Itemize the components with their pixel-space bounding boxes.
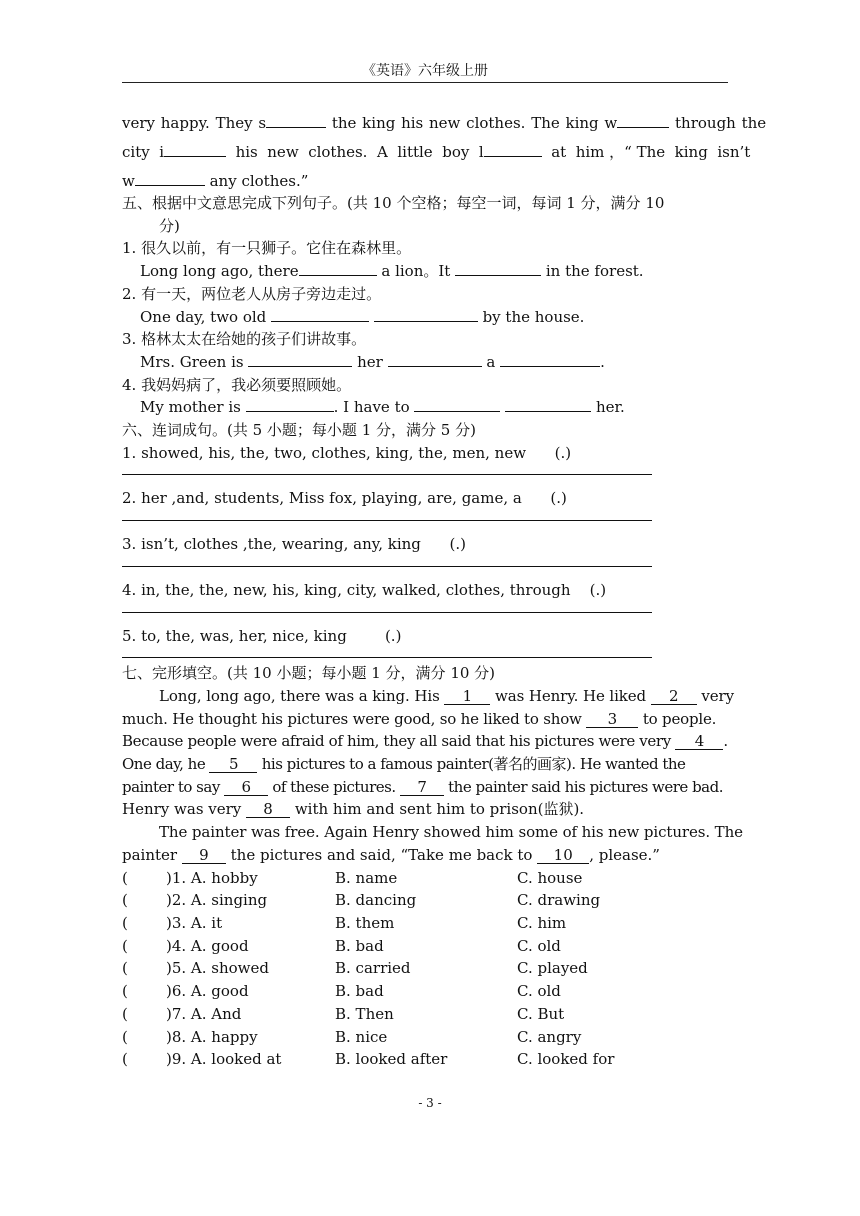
answer-line[interactable]	[122, 556, 652, 567]
option-c[interactable]: C. drawing	[517, 891, 601, 910]
cloze-blank[interactable]: 2	[651, 688, 697, 705]
cloze-blank[interactable]: 7	[400, 779, 444, 796]
option-b[interactable]: B. bad	[335, 982, 384, 1001]
question-words: 1. showed, his, the, two, clothes, king, the, men, new (.)	[122, 443, 572, 462]
section-title: 七、完形填空。(共 10 小题；每小题 1 分，满分 10 分)	[122, 664, 496, 683]
options-list	[122, 867, 728, 1071]
answer-line[interactable]	[122, 647, 652, 658]
option-a[interactable]: ( )7. A. And	[122, 1004, 242, 1023]
option-a[interactable]: ( )4. A. good	[122, 936, 249, 955]
blank[interactable]	[500, 352, 600, 367]
blank[interactable]	[388, 352, 482, 367]
section-6	[122, 419, 728, 658]
option-b[interactable]: B. nice	[335, 1027, 388, 1046]
blank[interactable]	[299, 261, 377, 276]
option-b[interactable]: B. bad	[335, 936, 384, 955]
blank[interactable]	[617, 113, 669, 128]
cloze-blank[interactable]: 6	[224, 779, 268, 796]
question-en: One day, two old by the house.	[140, 307, 585, 326]
option-row	[122, 957, 728, 980]
blank[interactable]	[271, 307, 369, 322]
page-number: - 3 -	[418, 1096, 442, 1110]
option-row	[122, 1026, 728, 1049]
cloze-blank[interactable]: 3	[586, 711, 638, 728]
section-title-cont: 分)	[159, 216, 180, 235]
option-row	[122, 935, 728, 958]
option-row	[122, 867, 728, 890]
option-b[interactable]: B. name	[335, 868, 398, 887]
section-5	[122, 192, 728, 419]
question-cn: 2. 有一天，两位老人从房子旁边走过。	[122, 284, 382, 303]
story-line: city i his new clothes. A little boy l at him ，“ The king isn’t	[122, 143, 751, 161]
question-words: 2. her ,and, students, Miss fox, playing, are, game, a (.)	[122, 489, 567, 508]
option-b[interactable]: B. them	[335, 913, 395, 932]
question-cn: 3. 格林太太在给她的孩子们讲故事。	[122, 330, 367, 349]
section-title: 五、根据中文意思完成下列句子。(共 10 个空格；每空一词，每词 1 分，满分 10	[122, 194, 665, 212]
blank[interactable]	[164, 142, 226, 157]
cloze-blank[interactable]: 10	[537, 847, 589, 864]
option-row	[122, 889, 728, 912]
cloze-line: Henry was very 8 with him and sent him to prison(监狱).	[122, 800, 585, 819]
option-b[interactable]: B. looked after	[335, 1050, 448, 1069]
option-b[interactable]: B. Then	[335, 1004, 394, 1023]
story-line: very happy. They s the king his new clothes. The king w through the	[122, 114, 767, 132]
cloze-passage	[122, 685, 743, 867]
blank[interactable]	[266, 113, 326, 128]
option-c[interactable]: C. old	[517, 982, 561, 1001]
cloze-blank[interactable]: 8	[246, 801, 290, 818]
cloze-line: much. He thought his pictures were good, so he liked to show 3 to people.	[122, 709, 717, 728]
answer-line[interactable]	[122, 464, 652, 475]
cloze-blank[interactable]: 1	[444, 688, 490, 705]
question-cn: 4. 我妈妈病了，我必须要照顾她。	[122, 375, 352, 394]
option-row	[122, 980, 728, 1003]
option-a[interactable]: ( )1. A. hobby	[122, 868, 258, 887]
blank[interactable]	[505, 397, 591, 412]
question-en: Mrs. Green is her a .	[140, 352, 605, 371]
question-en: My mother is . I have to her.	[140, 398, 625, 417]
blank[interactable]	[414, 397, 500, 412]
option-b[interactable]: B. carried	[335, 959, 411, 978]
option-c[interactable]: C. angry	[517, 1027, 582, 1046]
option-a[interactable]: ( )2. A. singing	[122, 891, 268, 910]
cloze-line: Long, long ago, there was a king. His 1 was Henry. He liked 2 very	[159, 686, 734, 705]
section-title: 六、连词成句。(共 5 小题；每小题 1 分，满分 5 分)	[122, 421, 476, 440]
blank[interactable]	[135, 171, 205, 186]
option-a[interactable]: ( )6. A. good	[122, 982, 249, 1001]
cloze-blank[interactable]: 4	[675, 733, 723, 750]
option-c[interactable]: C. But	[517, 1004, 565, 1023]
question-words: 4. in, the, the, new, his, king, city, walked, clothes, through (.)	[122, 580, 607, 599]
option-row	[122, 1003, 728, 1026]
blank[interactable]	[246, 397, 334, 412]
option-c[interactable]: C. played	[517, 959, 588, 978]
header-rule	[122, 82, 728, 83]
cloze-line: One day, he 5 his pictures to a famous painter(著名的画家). He wanted the	[122, 755, 686, 774]
question-cn: 1. 很久以前，有一只狮子。它住在森林里。	[122, 239, 412, 258]
cloze-blank[interactable]: 9	[182, 847, 226, 864]
answer-line[interactable]	[122, 510, 652, 521]
question-en: Long long ago, there a lion。It in the forest.	[140, 262, 644, 281]
cloze-line: painter to say 6 of these pictures. 7 the painter said his pictures were bad.	[122, 777, 723, 796]
option-a[interactable]: ( )8. A. happy	[122, 1027, 258, 1046]
option-b[interactable]: B. dancing	[335, 891, 417, 910]
option-c[interactable]: C. old	[517, 936, 561, 955]
option-a[interactable]: ( )3. A. it	[122, 913, 223, 932]
option-row	[122, 912, 728, 935]
blank[interactable]	[455, 261, 541, 276]
option-a[interactable]: ( )9. A. looked at	[122, 1050, 282, 1069]
cloze-line: painter 9 the pictures and said, “Take me back to 10 , please.”	[122, 845, 660, 864]
option-c[interactable]: C. looked for	[517, 1050, 615, 1069]
page-header: 《英语》六年级上册	[362, 63, 488, 79]
story-passage	[122, 109, 767, 196]
cloze-blank[interactable]: 5	[209, 756, 257, 773]
blank[interactable]	[248, 352, 352, 367]
question-words: 3. isn’t, clothes ,the, wearing, any, king (.)	[122, 535, 466, 554]
story-line: w any clothes.”	[122, 172, 309, 190]
cloze-line: The painter was free. Again Henry showed him some of his new pictures. The	[159, 823, 743, 842]
option-a[interactable]: ( )5. A. showed	[122, 959, 270, 978]
blank[interactable]	[374, 307, 478, 322]
page-content	[122, 109, 767, 1071]
section-7	[122, 662, 743, 1071]
cloze-line: Because people were afraid of him, they all said that his pictures were very 4 .	[122, 732, 728, 751]
option-c[interactable]: C. him	[517, 913, 567, 932]
option-c[interactable]: C. house	[517, 868, 583, 887]
answer-line[interactable]	[122, 602, 652, 613]
question-words: 5. to, the, was, her, nice, king (.)	[122, 626, 402, 645]
option-row	[122, 1048, 728, 1071]
blank[interactable]	[484, 142, 542, 157]
